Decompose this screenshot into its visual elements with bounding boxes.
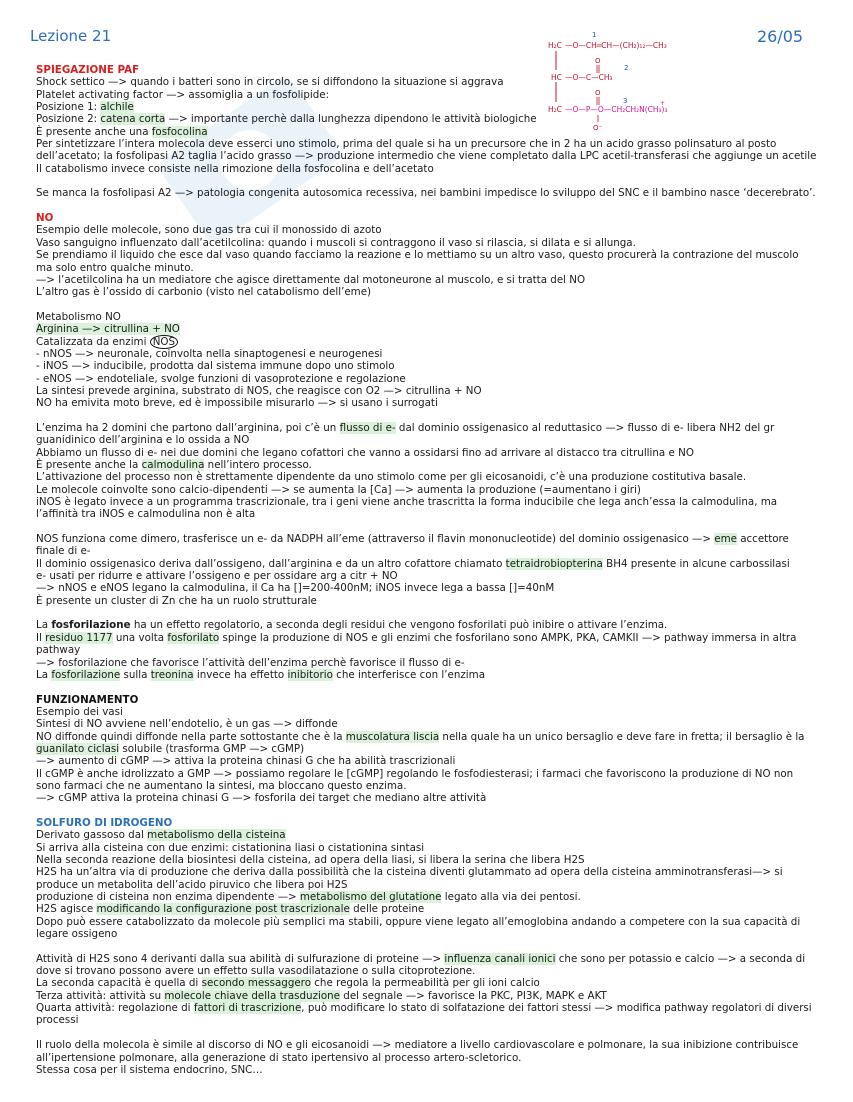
text-line: all’ipertensione polmonare, alla generazione di stato ipertensivo al processo artero-scletorico. bbox=[36, 1051, 522, 1064]
text-line: —> nNOS e eNOS legano la calmodulina, il Ca ha []=200-400nM; iNOS invece lega a bassa []=40nM bbox=[36, 582, 555, 595]
text-line: La seconda capacità è quella di secondo messaggero che regola la permeabilità per gli ioni calcio bbox=[36, 977, 540, 990]
highlight: alchile bbox=[100, 101, 134, 114]
text-line: Il dominio ossigenasico deriva dall’ossigeno, dall’arginina e da un altro cofattore chiamato tetraidrobiopterina BH4 presente in alcune carbossilasi bbox=[36, 557, 790, 570]
text-line: guanidinico dell’arginina e lo ossida a NO bbox=[36, 434, 250, 447]
text-line: L’altro gas è l’ossido di carbonio (visto nel catabolismo dell’eme) bbox=[36, 286, 372, 299]
lesson-title: Lezione 21 bbox=[30, 27, 112, 45]
text-line: Le molecole coinvolte sono calcio-dipendenti —> se aumenta la [Ca] —> aumenta la produzione (=aumentano i giri) bbox=[36, 483, 641, 496]
notes-body bbox=[36, 64, 816, 1076]
text-line: È presente anche la calmodulina nell’intero processo. bbox=[36, 459, 312, 471]
formula-row3: —O—P—O—CH₂CH₂N(CH₃)₃ bbox=[565, 105, 668, 114]
text-line: Vaso sanguigno influenzato dall’acetilcolina: quando i muscoli si contraggono il vaso si rilascia, si dilata e si allunga. bbox=[36, 236, 636, 249]
highlight: guanilato ciclasi bbox=[36, 742, 120, 755]
text-line: e- usati per ridurre e attivare l’ossigeno e per ossidare arg a citr + NO bbox=[36, 570, 398, 583]
highlight: fattori di trascrizione bbox=[193, 1002, 302, 1015]
formula-row2-left: HC bbox=[551, 73, 562, 82]
circled-nos: NOS bbox=[150, 335, 178, 349]
highlight: Arginina —> citrullina + NO bbox=[36, 323, 180, 336]
highlight: eme bbox=[714, 533, 737, 546]
text-line: Quarta attività: regolazione di fattori di trascrizione, può modificare lo stato di solfatazione dei fattori stessi —> modifica pathway regolatori di diversi bbox=[36, 1002, 812, 1015]
text-line bbox=[36, 323, 816, 335]
formula-row3-oxygen: O bbox=[595, 89, 601, 97]
highlight: treonina bbox=[150, 668, 194, 681]
text-line: La sintesi prevede arginina, substrato di NOS, che reagisce con O2 —> citrullina + NO bbox=[36, 384, 482, 397]
text-line: Metabolismo NO bbox=[36, 310, 121, 323]
highlight: tetraidrobiopterina bbox=[505, 557, 603, 570]
formula-row2: —O—C—CH₃ bbox=[565, 73, 613, 82]
text-line: La fosforilazione ha un effetto regolatorio, a seconda degli residui che vengono fosforilati può inibire o attivare l’enzima. bbox=[36, 619, 668, 632]
text-line: Platelet activating factor —> assomiglia a un fosfolipide: bbox=[36, 88, 330, 101]
text-line: sono farmaci che ne aumentano la sintesi, ma bloccano questo enzima. bbox=[36, 779, 407, 792]
text-line: processi bbox=[36, 1014, 79, 1027]
text-line: Esempio dei vasi bbox=[36, 705, 123, 718]
text-line: È presente anche una fosfocolina bbox=[36, 125, 208, 138]
formula-row1-left: H₂C bbox=[548, 41, 562, 50]
text-line: - iNOS —> inducibile, prodotta dal sistema immune dopo uno stimolo bbox=[36, 360, 395, 373]
text-line: pathway bbox=[36, 644, 81, 657]
text-line: NO diffonde quindi diffonde nella parte sottostante che è la muscolatura liscia nella quale ha un unico bersaglio e deve fare in fretta; il bersaglio è la bbox=[36, 730, 805, 743]
text-line: Esempio delle molecole, sono due gas tra cui il monossido di azoto bbox=[36, 224, 382, 237]
highlight: metabolismo del glutatione bbox=[299, 891, 442, 904]
text-line: Posizione 1: alchile bbox=[36, 101, 134, 114]
text-line: H2S ha un’altra via di produzione che deriva dalla possibilità che la cisteina diventi glutammato ad opera della cisteina amminotransferasi—> si bbox=[36, 866, 783, 879]
highlight: fosforilazione bbox=[51, 668, 121, 681]
text-line: Per sintetizzare l’intera molecola deve esserci uno stimolo, prima del quale si ha un precursore che in 2 ha un acido grasso polinsaturo al posto bbox=[36, 138, 777, 151]
highlight: flusso di e- bbox=[339, 421, 396, 434]
text-line: Terza attività: attività su molecole chiave della trasduzione del segnale —> favorisce la PKC, PI3K, MAPK e AKT bbox=[36, 989, 607, 1002]
formula-row2-oxygen: O bbox=[595, 57, 601, 65]
formula-row3-left: H₂C bbox=[548, 105, 562, 114]
text-line: Derivato gassoso dal metabolismo della cisteina bbox=[36, 829, 286, 842]
text-line: Sintesi di NO avviene nell’endotelio, è un gas —> diffonde bbox=[36, 718, 338, 731]
text-line: Attività di H2S sono 4 derivanti dalla sua abilità di sulfurazione di proteine —> influenza canali ionici che sono per potassio e calcio —> a seconda di bbox=[36, 952, 806, 965]
highlight: influenza canali ionici bbox=[444, 952, 556, 965]
formula-row1: —O—CH═CH—(CH₂)₁₂—CH₃ bbox=[565, 41, 667, 50]
text-line: ma solo entro qualche minuto. bbox=[36, 261, 194, 274]
formula-num-2: 2 bbox=[624, 64, 629, 72]
formula-num-3: 3 bbox=[623, 97, 628, 105]
highlight: fosforilato bbox=[167, 631, 220, 644]
highlight: inibitorio bbox=[287, 668, 333, 681]
highlight: muscolatura liscia bbox=[345, 730, 440, 743]
formula-row3-charge: O⁻ bbox=[593, 124, 603, 132]
text-line: H2S agisce modificando la configurazione post trascrizionale delle proteine bbox=[36, 903, 425, 916]
text-line: Dopo può essere catabolizzato da molecole più semplici ma stabili, oppure viene legato all’emoglobina andando a competere con la sua capacità di bbox=[36, 915, 801, 928]
text-line: dell’acetato; la fosfolipasi A2 taglia l’acido grasso —> produzione intermedio che viene completato dalla LPC acetil-transferasi che aggiunge un acetile bbox=[36, 150, 817, 163]
text-line: NOS funziona come dimero, trasferisce un e- da NADPH all’eme (attraverso il flavin mononucleotide) del dominio ossigenasico —> eme accettore bbox=[36, 533, 789, 546]
highlight: catena corta bbox=[100, 113, 166, 126]
highlight: modificando la configurazione post trascrizionale bbox=[96, 903, 350, 916]
text-line: Abbiamo un flusso di e- nei due domini che legano cofattori che vanno a ossidarsi fino ad arrivare al distacco tra citrullina e NO bbox=[36, 446, 694, 459]
formula-plus: + bbox=[660, 100, 666, 107]
text-line: Se manca la fosfolipasi A2 —> patologia congenita autosomica recessiva, nei bambini impedisce lo sviluppo del SNC e il bambino nasce ‘decerebrato’. bbox=[36, 187, 816, 200]
section-heading-no: NO bbox=[36, 212, 54, 225]
text-line: Nella seconda reazione della biosintesi della cisteina, ad opera della liasi, si libera la serina che libera H2S bbox=[36, 854, 585, 866]
highlight: secondo messaggero bbox=[201, 977, 311, 990]
text-line: NO ha emivita moto breve, ed è impossibile misurarlo —> si usano i surrogati bbox=[36, 397, 438, 410]
text-line: - eNOS —> endoteliale, svolge funzioni di vasoprotezione e regolazione bbox=[36, 372, 406, 385]
text-line: l’affinità tra iNOS e calmodulina non è alta bbox=[36, 508, 256, 521]
lesson-date: 26/05 bbox=[757, 27, 804, 46]
text-line: produzione di cisteina non enzima dipendente —> metabolismo del glutatione legato alla via dei pentosi. bbox=[36, 891, 581, 904]
text-line: Il catabolismo invece consiste nella rimozione della fosfocolina e dell’acetato bbox=[36, 162, 434, 175]
text-line: finale di e- bbox=[36, 545, 91, 558]
text-line: legare ossigeno bbox=[36, 928, 118, 941]
text-line: L’enzima ha 2 domini che partono dall’arginina, poi c’è un flusso di e- dal dominio ossigenasico al reduttasico —> flusso di e- libera NH2 del gr bbox=[36, 421, 775, 434]
formula-num-1: 1 bbox=[592, 31, 597, 39]
text-line: produce un metabolita dell’acido piruvico che libera poi H2S bbox=[36, 878, 348, 891]
text-line: L’attivazione del processo non è strettamente dipendente da uno stimolo come per gli eicosanoidi, c’è una produzione costitutiva basale. bbox=[36, 471, 747, 484]
text-line: - nNOS —> neuronale, coinvolta nella sinaptogenesi e neurogenesi bbox=[36, 347, 383, 360]
text-line: guanilato ciclasi solubile (trasforma GMP —> cGMP) bbox=[36, 742, 305, 755]
text-line: Si arriva alla cisteina con due enzimi: cistationina liasi o cistationina sintasi bbox=[36, 841, 425, 854]
section-heading-h2s: SOLFURO DI IDROGENO bbox=[36, 816, 173, 829]
highlight: calmodulina bbox=[141, 459, 205, 471]
text-line: La fosforilazione sulla treonina invece ha effetto inibitorio che interferisce con l’enzima bbox=[36, 668, 486, 681]
text-line: —> fosforilazione che favorisce l’attività dell’enzima perchè favorisce il flusso di e- bbox=[36, 656, 465, 669]
text-line: È presente un cluster di Zn che ha un ruolo strutturale bbox=[36, 594, 317, 607]
text-line: Stessa cosa per il sistema endocrino, SNC… bbox=[36, 1063, 263, 1076]
text-line: Posizione 2: catena corta —> importante perchè dalla lunghezza dipendono le attività biologiche bbox=[36, 113, 537, 126]
highlight: metabolismo della cisteina bbox=[147, 829, 286, 842]
text-line: Catalizzata da enzimi NOS bbox=[36, 336, 816, 348]
text-line: Se prendiamo il liquido che esce dal vaso quando facciamo la reazione e lo mettiamo su un altro vaso, questo procurerà la contrazione del muscolo bbox=[36, 249, 799, 262]
highlight: molecole chiave della trasduzione bbox=[164, 989, 341, 1002]
section-heading-funzionamento: FUNZIONAMENTO bbox=[36, 693, 139, 706]
text-line: Shock settico —> quando i batteri sono in circolo, se si diffondono la situazione si aggrava bbox=[36, 76, 504, 89]
text-line: —> cGMP attiva la proteina chinasi G —> fosforila dei target che mediano altre attività bbox=[36, 792, 487, 805]
section-heading-paf: SPIEGAZIONE PAF bbox=[36, 64, 140, 76]
highlight: fosfocolina bbox=[151, 125, 208, 138]
text-line: Il residuo 1177 una volta fosforilato spinge la produzione di NOS e gli enzimi che fosforilano sono AMPK, PKA, CAMKII —> pathway immersa in altra bbox=[36, 631, 797, 644]
text-line: dove si trovano possono avere un effetto sulla vasodilatazione o sulla citoprotezione. bbox=[36, 965, 476, 978]
text-line: Il cGMP è anche idrolizzato a GMP —> possiamo regolare le [cGMP] regolando le fosfodiesterasi; i farmaci che favoriscono la produzione di NO non bbox=[36, 767, 794, 780]
text-line: —> aumento di cGMP —> attiva la proteina chinasi G che ha abilità trascrizionali bbox=[36, 755, 456, 768]
text-line: Il ruolo della molecola è simile al discorso di NO e gli eicosanoidi —> mediatore a livello cardiovascolare e polmonare, la sua inibizione contribuisce bbox=[36, 1039, 799, 1052]
text-line: —> l’acetilcolina ha un mediatore che agisce direttamente dal motoneurone al muscolo, e si tratta del NO bbox=[36, 273, 586, 286]
text-line: iNOS è legato invece a un programma trascrizionale, tra i geni viene anche trascritta la forma inducibile che lega anch’essa la calmodulina, ma bbox=[36, 496, 778, 509]
highlight: residuo 1177 bbox=[45, 631, 113, 644]
